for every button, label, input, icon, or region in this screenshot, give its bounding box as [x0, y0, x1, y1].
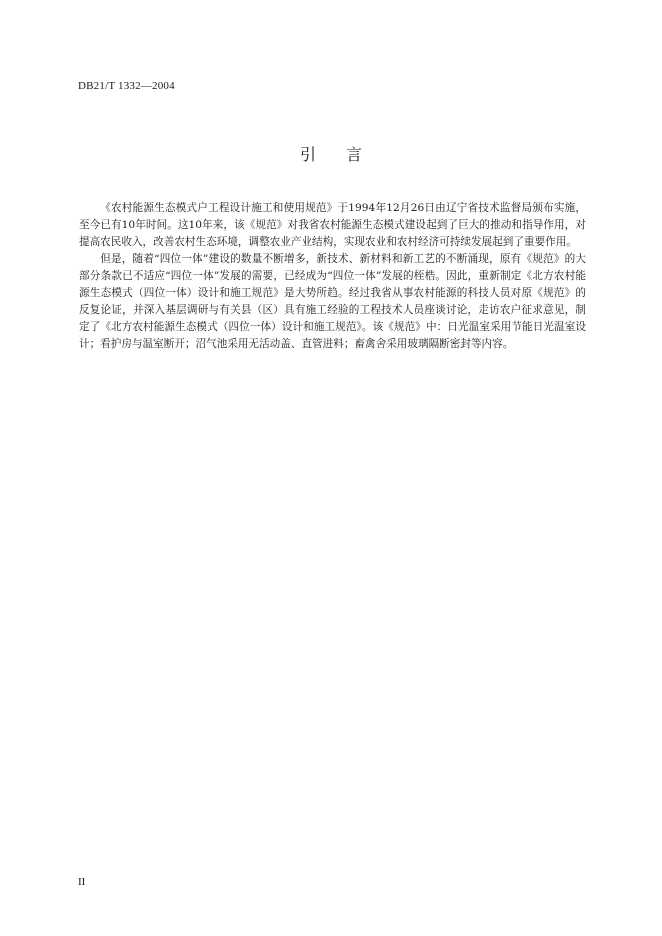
document-code: DB21/T 1332—2004 — [78, 80, 175, 92]
page-number: II — [78, 876, 86, 888]
paragraph: 但是，随着“四位一体”建设的数量不断增多，新技术、新材料和新工艺的不断涌现，原有《规范》的大部分条款已不适应“四位一体”发展的需要，已经成为“四位一体”发展的桎梏。因此，重新制定《北方农村能源生态模式（四位一体）设计和施工规范》是大势所趋。经过我省从事农村能源的科技人员对原《规范》的反复论证，并深入基层调研与有关县（区）具有施工经验的工程技术人员座谈讨论，走访农户征求意见，制定了《北方农村能源生态模式（四位一体）设计和施工规范》。该《规范》中：日光温室采用节能日光温室设计；看护房与温室断开；沼气池采用无活动盖、直管进料；畜禽舍采用玻璃隔断密封等内容。 — [79, 253, 586, 350]
body-text — [79, 200, 586, 353]
section-title: 引言 — [299, 145, 392, 164]
paragraph: 《农村能源生态模式户工程设计施工和使用规范》于1994年12月26日由辽宁省技术监督局颁布实施，至今已有10年时间。这10年来，该《规范》对我省农村能源生态模式建设起到了巨大的推动和指导作用，对提高农民收入，改善农村生态环境，调整农业产业结构，实现农业和农村经济可持续发展起到了重要作用。 — [79, 202, 586, 248]
